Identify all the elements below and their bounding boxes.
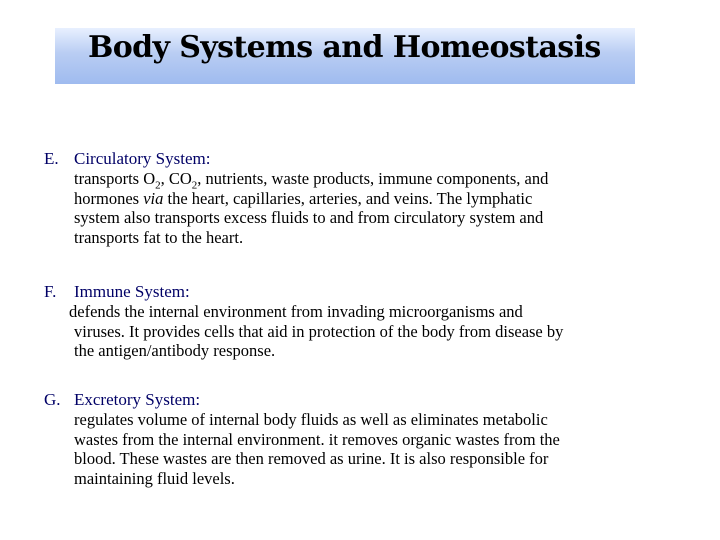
section-title: Immune System: — [74, 282, 190, 301]
section-body — [44, 410, 694, 488]
section-heading — [44, 149, 694, 169]
body-line: regulates volume of internal body fluids as well as eliminates metabolic — [74, 410, 548, 429]
section-immune-system — [44, 282, 694, 361]
section-letter: G. — [44, 390, 61, 409]
body-line: wastes from the internal environment. it removes organic wastes from the — [74, 429, 560, 449]
italic-text: via — [143, 188, 164, 208]
section-body — [44, 169, 694, 247]
text-run: transports O — [74, 169, 156, 188]
section-letter: F. — [44, 282, 57, 301]
section-heading — [44, 390, 694, 410]
text-run: the heart, capillaries, arteries, and veins. The lymphatic — [163, 188, 533, 208]
body-line — [74, 189, 694, 209]
body-line: system also transports excess fluids to and from circulatory system and — [74, 208, 544, 227]
body-line: defends the internal environment from invading microorganisms and — [69, 302, 523, 321]
body-line — [74, 169, 694, 192]
body-line: the antigen/antibody response. — [74, 341, 276, 360]
body-line: blood. These wastes are then removed as urine. It is also responsible for — [74, 449, 549, 468]
slide-title: Body Systems and Homeostasis — [88, 30, 601, 65]
subscript: 2 — [191, 179, 198, 192]
body-line: transports fat to the heart. — [74, 227, 244, 247]
text-run: , nutrients, waste products, immune components, and — [197, 169, 549, 188]
body-line: maintaining fluid levels. — [74, 468, 235, 488]
text-run: hormones — [74, 188, 144, 208]
body-line: viruses. It provides cells that aid in protection of the body from disease by — [74, 321, 564, 341]
section-heading — [44, 282, 694, 302]
text-run: , CO — [160, 169, 192, 188]
section-title: Circulatory System: — [74, 149, 211, 168]
section-title: Excretory System: — [74, 390, 201, 409]
section-body — [44, 302, 694, 361]
subscript: 2 — [155, 179, 161, 192]
section-circulatory-system — [44, 149, 694, 247]
section-letter: E. — [44, 149, 59, 168]
section-excretory-system — [44, 390, 694, 488]
